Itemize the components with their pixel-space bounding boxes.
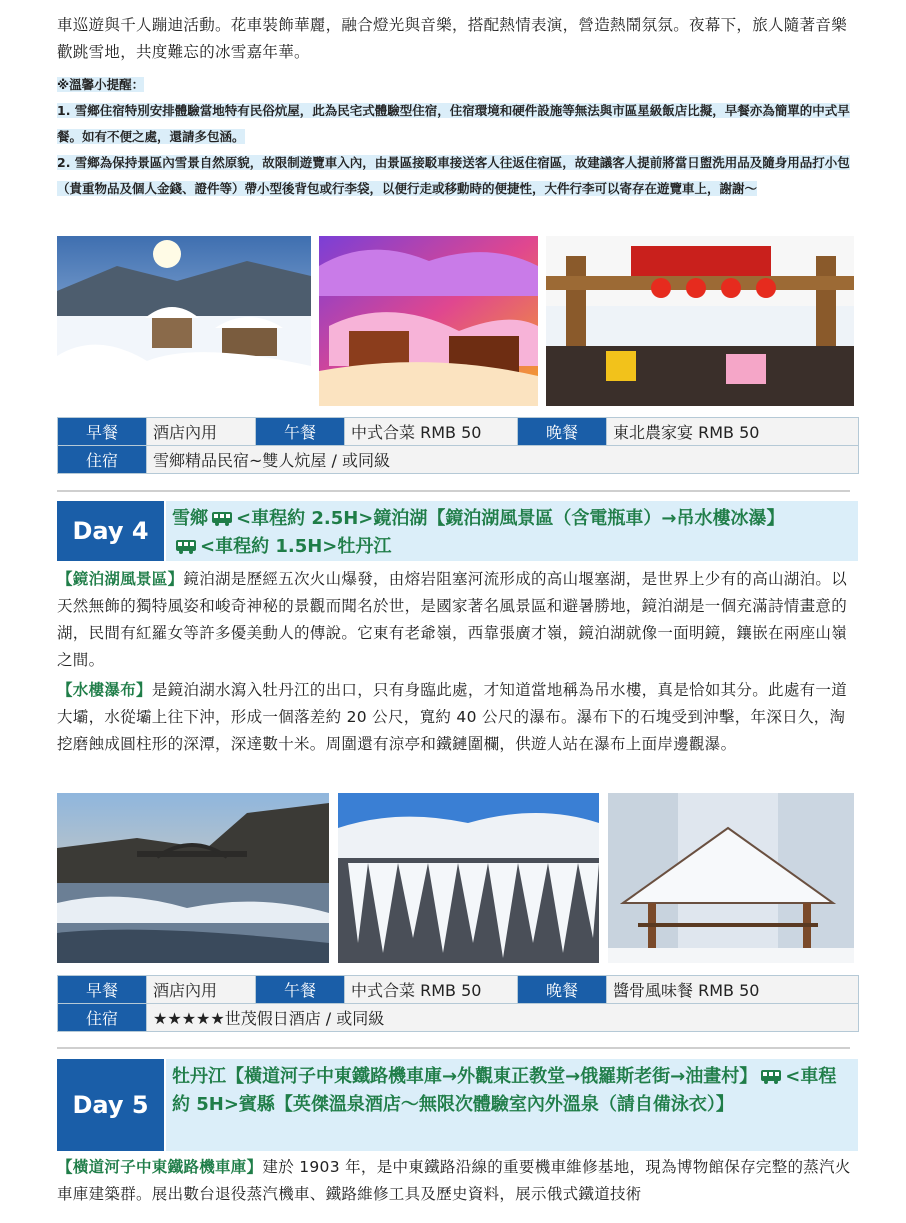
snow-pavilion-photo [608,793,854,963]
lunch-label: 午餐 [256,418,345,446]
day4-label: Day 4 [57,501,164,561]
day5-title-start: 牡丹江【橫道河子中東鐵路機車庫→外觀東正教堂→俄羅斯老街→油畫村】 [172,1066,758,1087]
snow-lights-photo [319,236,538,406]
divider [57,1047,850,1049]
bus-icon [211,510,233,526]
day4-paragraph-1 [57,566,857,674]
day4-title-end: <車程約 1.5H>牡丹江 [200,536,392,557]
railway-depot-text: 建於 1903 年，是中東鐵路沿線的重要機車維修基地，現為博物館保存完整的蒸汽火車庫建築群。展出數台退役蒸汽機車、鐵路維修工具及歷史資料，展示俄式鐵道技術 [57,1158,851,1203]
notice-item-2: 2. 雪鄉為保持景區內雪景自然原貌，故限制遊覽車入內，由景區接駁車接送客人往返住宿區，故建議客人提前將當日盥洗用品及隨身用品打小包（貴重物品及個人金錢、證件等）帶小型後背包或行李袋，以便行走或移動時的便捷性，大件行李可以寄存在遊覽車上，謝謝～ [57,155,850,196]
snow-village-photo [57,236,311,406]
day4-title-route: <車程約 2.5H>鏡泊湖【鏡泊湖風景區（含電瓶車）→吊水樓冰瀑】 [236,508,785,529]
intro-paragraph: 車巡遊與千人蹦迪活動。花車裝飾華麗，融合燈光與音樂，搭配熱情表演，營造熱鬧氛氛。夜幕下，旅人隨著音樂歡跳雪地，共度難忘的冰雪嘉年華。 [57,16,848,61]
hotel-value: ★★★★★世茂假日酒店 / 或同級 [147,1004,859,1032]
dinner-label: 晚餐 [518,976,607,1004]
day5-paragraph-1 [57,1154,857,1208]
lunch-value: 中式合菜 RMB 50 [345,418,518,446]
waterfall-tag: 【水樓瀑布】 [57,681,152,699]
railway-depot-tag: 【橫道河子中東鐵路機車庫】 [57,1158,263,1176]
breakfast-label: 早餐 [58,418,147,446]
lunch-label: 午餐 [256,976,345,1004]
notice-item-1: 1. 雪鄉住宿特別安排體驗當地特有民俗炕屋，此為民宅式體驗型住宿，住宿環境和硬件設施等無法與市區星級飯店比擬，早餐亦為簡單的中式早餐。如有不便之處，還請多包涵。 [57,103,850,144]
meal-table-day3 [57,417,859,474]
day5-title [166,1059,858,1151]
frozen-waterfall-photo [338,793,599,963]
jingpo-lake-text: 鏡泊湖是歷經五次火山爆發，由熔岩阻塞河流形成的高山堰塞湖，是世界上少有的高山湖泊。以天然無飾的獨特風姿和峻奇神秘的景觀而聞名於世，是國家著名風景區和避暑勝地，鏡泊湖是一個充滿詩情畫意的湖，民間有紅羅女等許多優美動人的傳說。它東有老爺嶺，西靠張廣才嶺，鏡泊湖就像一面明鏡，鑲嵌在兩座山嶺之間。 [57,570,848,669]
notice-title: ※溫馨小提醒： [57,77,145,92]
snow-town-gate-photo [546,236,854,406]
dinner-label: 晚餐 [518,418,607,446]
breakfast-value: 酒店內用 [147,976,256,1004]
waterfall-text: 是鏡泊湖水瀉入牡丹江的出口，只有身臨此處，才知道當地稱為吊水樓，真是恰如其分。此處有一道大壩，水從壩上往下沖，形成一個落差約 20 公尺，寬約 40 公尺的瀑布。瀑布下的石塊受到沖擊，年深日久，淘挖磨蝕成圓柱形的深潭，深達數十米。周圍還有涼亭和鐵鏈圍欄，供遊人站在瀑布上面岸邊觀瀑。 [57,681,848,753]
meal-table-day4 [57,975,859,1032]
hotel-value: 雪鄉精品民宿~雙人炕屋 / 或同級 [147,446,859,474]
lake-bridge-photo [57,793,329,963]
breakfast-value: 酒店內用 [147,418,256,446]
bus-icon [175,538,197,554]
jingpo-lake-tag: 【鏡泊湖風景區】 [57,570,184,588]
bus-icon [760,1068,782,1084]
lunch-value: 中式合菜 RMB 50 [345,976,518,1004]
notice-block [57,72,857,202]
hotel-label: 住宿 [58,446,147,474]
dinner-value: 醬骨風味餐 RMB 50 [607,976,859,1004]
day4-paragraph-2 [57,677,857,758]
hotel-label: 住宿 [58,1004,147,1032]
breakfast-label: 早餐 [58,976,147,1004]
day5-title-route: <車程約 5H>賓縣【英傑溫泉酒店～無限次體驗室內外溫泉（請自備泳衣）】 [172,1066,837,1115]
dinner-value: 東北農家宴 RMB 50 [607,418,859,446]
day4-title [166,501,858,561]
day5-label: Day 5 [57,1059,164,1151]
day4-title-start: 雪鄉 [172,508,208,529]
divider [57,490,850,492]
